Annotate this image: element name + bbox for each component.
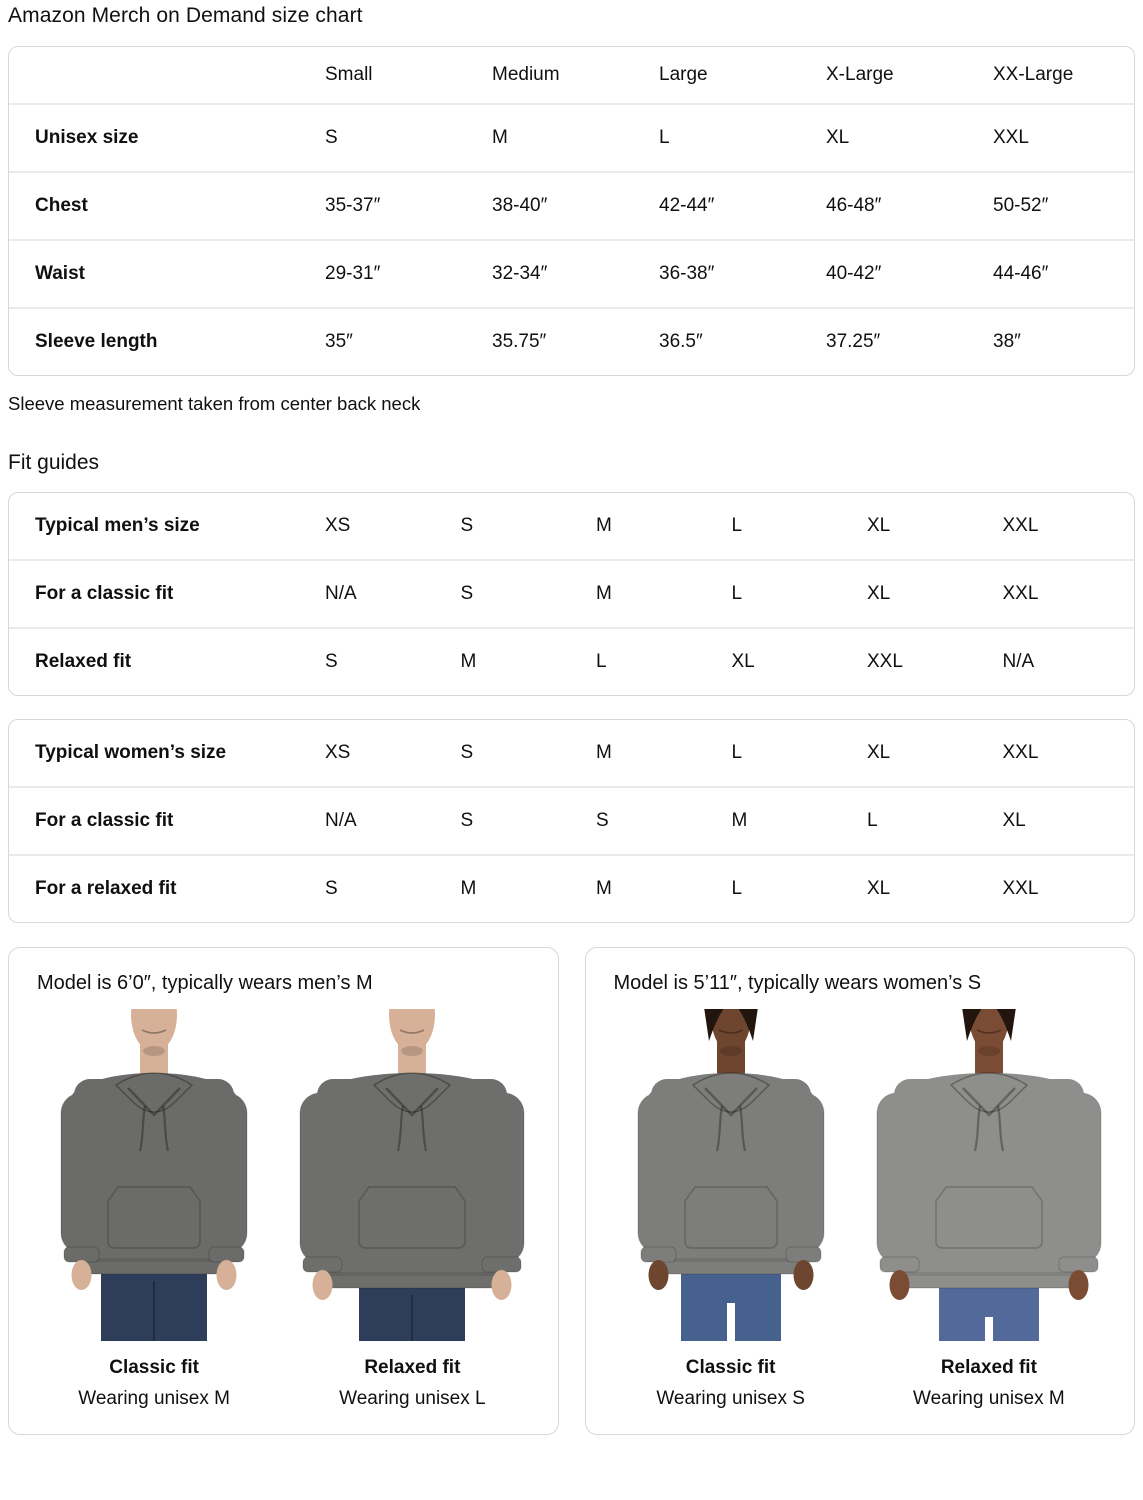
size-value: 36.5″ [657,308,824,375]
size-chart-table [8,46,1135,376]
row-label: Unisex size [9,104,323,172]
table-row-chest [9,172,1135,240]
size-value: M [596,742,612,763]
column-header-xx-large: XX-Large [993,64,1074,85]
size-value: 35″ [323,308,490,375]
size-value: M [594,560,730,628]
row-label: Relaxed fit [9,628,323,695]
empty-header-cell [9,47,323,104]
column-header-x-large: X-Large [826,64,894,85]
mens-classic-fit-figure [29,1009,279,1410]
size-value: M [459,628,595,695]
size-value: 44-46″ [991,240,1135,308]
table-row-sleeve-length [9,308,1135,375]
womens-classic-fit-model-photo [606,1009,856,1341]
size-value: M [596,515,612,536]
figure-fit-label: Classic fit [109,1357,199,1378]
row-label: For a relaxed fit [9,855,323,922]
size-value: M [459,855,595,922]
mens-relaxed-fit-figure [287,1009,537,1410]
row-label: Typical women’s size [35,742,227,763]
size-value: S [460,742,474,763]
row-label: For a classic fit [9,560,323,628]
size-value: XL [824,104,991,172]
table-row-typical-mens-size [9,493,1135,560]
row-label: Chest [9,172,323,240]
size-value: XL [867,742,891,763]
size-value: S [323,855,459,922]
size-value: L [730,855,866,922]
size-value: L [731,742,743,763]
size-value: S [459,787,595,855]
table-row-unisex-size [9,104,1135,172]
size-value: XL [1001,787,1136,855]
womens-classic-fit-figure [606,1009,856,1410]
table-row-waist [9,240,1135,308]
size-value: 42-44″ [657,172,824,240]
size-value: 46-48″ [824,172,991,240]
size-value: L [730,560,866,628]
figure-wearing-label: Wearing unisex M [78,1388,230,1409]
size-value: M [730,787,866,855]
mens-model-card [8,947,559,1435]
womens-model-card [585,947,1136,1435]
size-value: 37.25″ [824,308,991,375]
row-label: Typical men’s size [35,515,200,536]
table-row-womens-relaxed-fit [9,855,1135,922]
figure-fit-label: Relaxed fit [364,1357,461,1378]
size-value: 38″ [991,308,1135,375]
table-row-mens-classic-fit [9,560,1135,628]
size-value: 40-42″ [824,240,991,308]
size-value: M [594,855,730,922]
row-label: Sleeve length [9,308,323,375]
row-label: Waist [9,240,323,308]
size-value: 35-37″ [323,172,490,240]
row-label: For a classic fit [9,787,323,855]
size-value: XL [865,855,1001,922]
size-value: XXL [1001,560,1136,628]
column-header-large: Large [659,64,708,85]
size-value: S [460,515,474,536]
size-value: L [731,515,743,536]
fit-guide-womens-table [8,719,1135,923]
table-row-womens-classic-fit [9,787,1135,855]
table-row-mens-relaxed-fit [9,628,1135,695]
figure-wearing-label: Wearing unisex M [913,1388,1065,1409]
size-value: 35.75″ [490,308,657,375]
figure-fit-label: Relaxed fit [940,1357,1037,1378]
mens-figures-row [25,1009,542,1410]
womens-relaxed-fit-model-photo [864,1009,1114,1341]
size-value: XXL [1002,742,1039,763]
mens-classic-fit-model-photo [29,1009,279,1341]
size-chart-header-row [9,47,1135,104]
figure-wearing-label: Wearing unisex L [339,1388,486,1409]
page-title: Amazon Merch on Demand size chart [8,4,363,27]
column-header-medium: Medium [492,64,560,85]
size-value: 50-52″ [991,172,1135,240]
size-value: XXL [865,628,1001,695]
size-value: M [490,104,657,172]
fit-guide-mens-table [8,492,1135,696]
size-value: XL [867,515,891,536]
size-value: 38-40″ [490,172,657,240]
size-value: XS [325,515,351,536]
size-value: S [323,628,459,695]
size-value: S [459,560,595,628]
size-value: L [657,104,824,172]
size-value: XXL [991,104,1135,172]
womens-model-card-title: Model is 5’11″, typically wears women’s S [613,972,982,994]
table-row-typical-womens-size [9,720,1135,787]
mens-model-card-title: Model is 6’0″, typically wears men’s M [37,972,373,994]
size-value: 29-31″ [323,240,490,308]
size-value: N/A [323,560,459,628]
womens-figures-row [602,1009,1119,1410]
size-value: N/A [323,787,459,855]
size-value: L [865,787,1001,855]
figure-wearing-label: Wearing unisex S [656,1388,805,1409]
size-value: 36-38″ [657,240,824,308]
size-value: XXL [1001,855,1136,922]
size-value: S [594,787,730,855]
size-value: XL [730,628,866,695]
fit-guides-heading: Fit guides [8,451,100,474]
size-value: XL [865,560,1001,628]
size-value: XXL [1002,515,1039,536]
size-value: S [323,104,490,172]
column-header-small: Small [325,64,373,85]
size-value: 32-34″ [490,240,657,308]
mens-relaxed-fit-model-photo [287,1009,537,1341]
size-value: N/A [1001,628,1136,695]
sleeve-measurement-note: Sleeve measurement taken from center back neck [8,393,421,414]
womens-relaxed-fit-figure [864,1009,1114,1410]
size-value: L [594,628,730,695]
size-value: XS [325,742,351,763]
model-cards-row [8,947,1135,1435]
figure-fit-label: Classic fit [685,1357,776,1378]
